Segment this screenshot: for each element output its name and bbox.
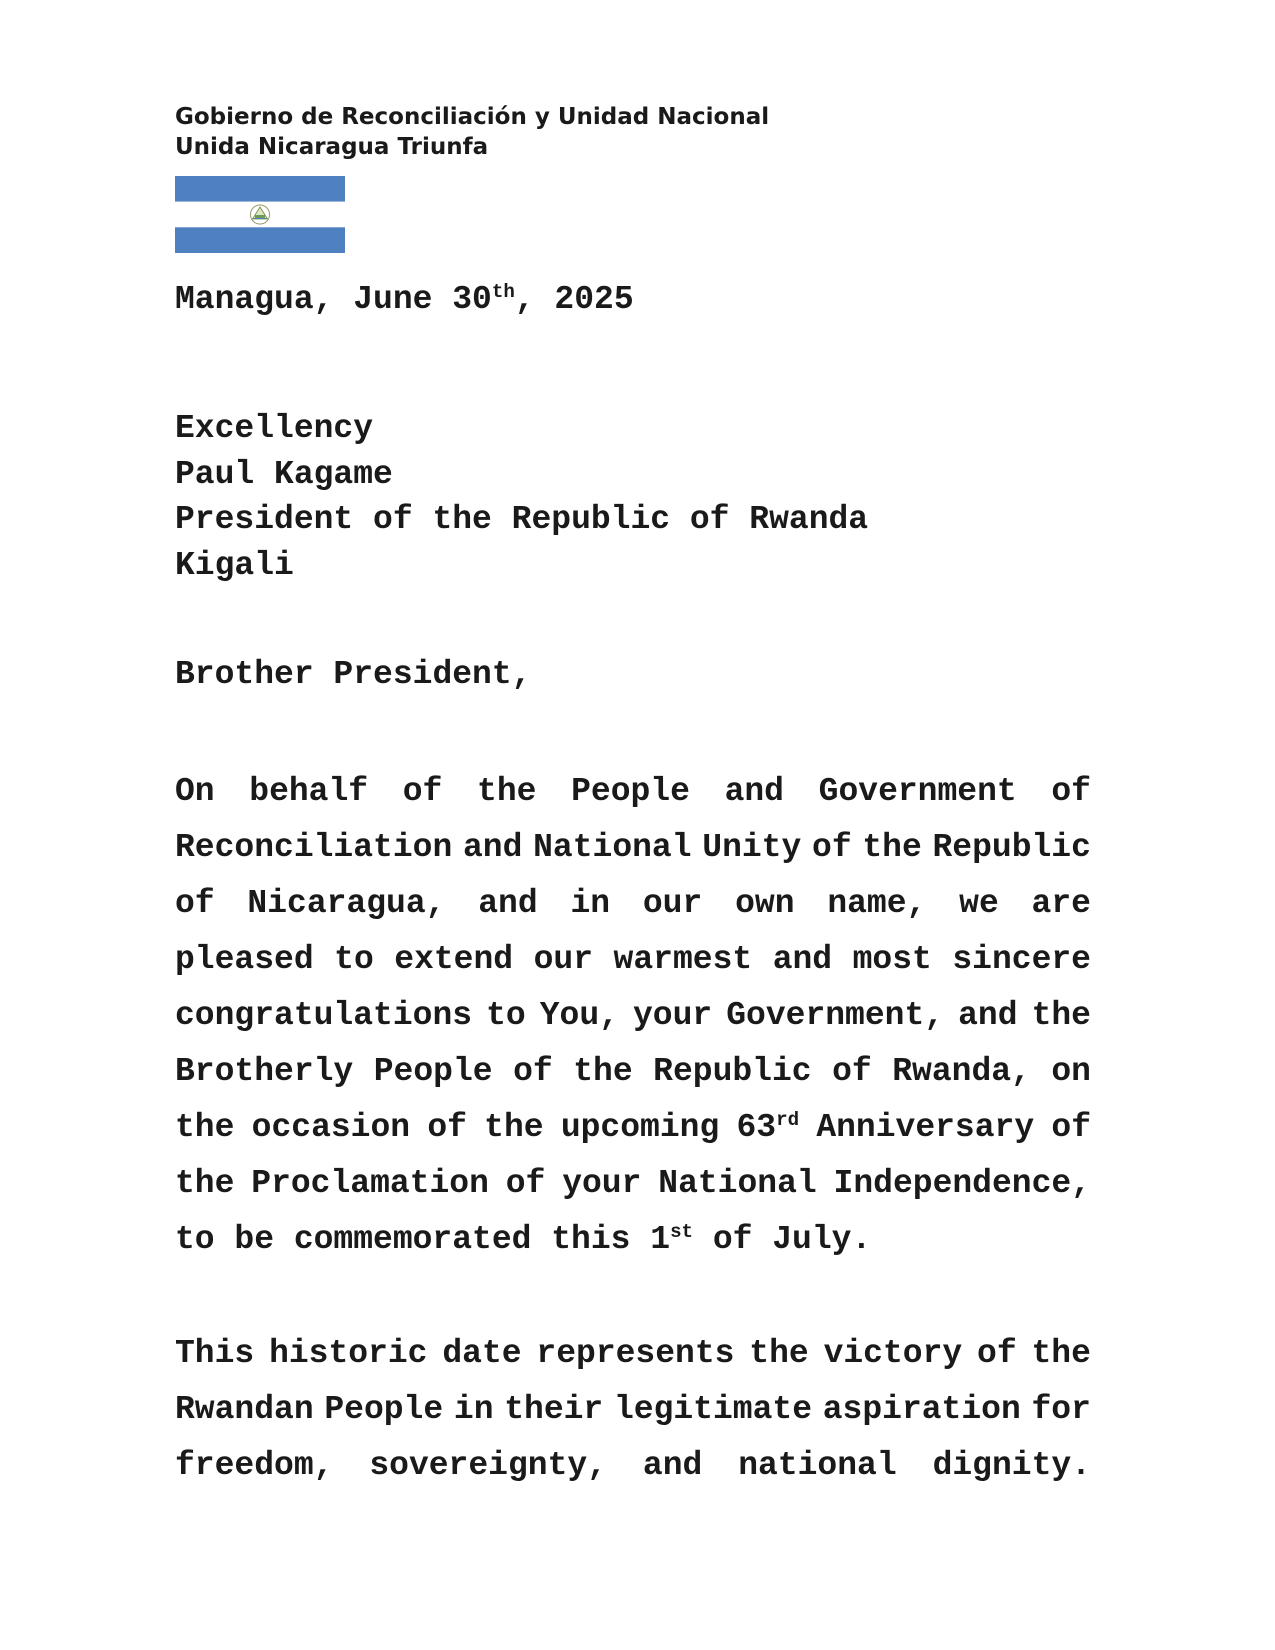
- word: of: [832, 1053, 872, 1090]
- paragraph-line: [175, 932, 1091, 988]
- ordinal-suffix: rd: [776, 1109, 800, 1132]
- word: are: [1031, 885, 1091, 922]
- paragraph-line: [175, 1044, 1091, 1100]
- word: Proclamation: [251, 1165, 489, 1202]
- word: freedom,: [175, 1447, 334, 1484]
- ordinal-number: 1st: [650, 1221, 694, 1258]
- word: own: [735, 885, 795, 922]
- word: sincere: [952, 941, 1091, 978]
- word: the: [749, 1335, 809, 1372]
- word: to: [334, 941, 374, 978]
- word: the: [484, 1109, 544, 1146]
- word: and: [958, 997, 1018, 1034]
- paragraph-line: [175, 1438, 1091, 1494]
- word: to: [486, 997, 526, 1034]
- word: victory: [823, 1335, 963, 1372]
- word: this: [551, 1221, 631, 1258]
- word: National: [658, 1165, 817, 1202]
- word: warmest: [613, 941, 753, 978]
- word: behalf: [249, 773, 369, 810]
- paragraph-line: [175, 820, 1091, 876]
- addressee-city: Kigali: [175, 546, 294, 584]
- word: upcoming: [560, 1109, 720, 1146]
- word: the: [1031, 997, 1091, 1034]
- paragraph-line: [175, 1156, 1091, 1212]
- word: of: [402, 773, 443, 810]
- body-paragraph-congratulations: [175, 764, 1091, 1268]
- word: Rwanda,: [892, 1053, 1031, 1090]
- word: July.: [772, 1221, 872, 1258]
- paragraph-line: [175, 1212, 1091, 1268]
- word: On: [175, 773, 215, 810]
- word: our: [533, 941, 594, 978]
- date-day-suffix: th: [491, 281, 515, 304]
- word: we: [959, 885, 999, 922]
- nicaragua-flag-icon: [175, 176, 345, 253]
- word: commemorated: [293, 1221, 532, 1258]
- paragraph-line: [175, 1100, 1091, 1156]
- word: for: [1031, 1391, 1091, 1428]
- word: be: [234, 1221, 275, 1258]
- word: pleased: [175, 941, 314, 978]
- word: of: [427, 1109, 467, 1146]
- word: in: [570, 885, 611, 922]
- word: on: [1051, 1053, 1091, 1090]
- paragraph-line: [175, 1382, 1091, 1438]
- word: Government: [818, 773, 1017, 810]
- word: congratulations: [175, 997, 473, 1034]
- body-paragraph-historic-date: [175, 1326, 1091, 1494]
- ordinal-number: 63rd: [736, 1109, 800, 1146]
- letterhead-government-name: Gobierno de Reconciliación y Unidad Nacional: [175, 104, 770, 130]
- word: Unity: [702, 829, 802, 866]
- word: Anniversary: [816, 1109, 1035, 1146]
- date-place-day: Managua, June 30: [175, 281, 492, 318]
- word: and: [478, 885, 538, 922]
- word: the: [862, 829, 922, 866]
- date-year: , 2025: [514, 281, 634, 318]
- addressee-block: [175, 406, 868, 588]
- word: This: [175, 1335, 255, 1372]
- salutation: Brother President,: [175, 656, 532, 693]
- word: Nicaragua,: [247, 885, 446, 922]
- word: occasion: [251, 1109, 411, 1146]
- word: your: [632, 997, 713, 1034]
- word: our: [642, 885, 703, 922]
- word: and: [462, 829, 523, 866]
- letterhead-slogan: Unida Nicaragua Triunfa: [175, 134, 489, 160]
- letterhead: [175, 102, 769, 162]
- word: sovereignty,: [369, 1447, 607, 1484]
- word: People: [373, 1053, 493, 1090]
- word: extend: [394, 941, 514, 978]
- paragraph-line: [175, 764, 1091, 820]
- word: historic: [269, 1335, 428, 1372]
- word: and: [642, 1447, 703, 1484]
- word: of: [1051, 773, 1091, 810]
- word: People: [324, 1391, 444, 1428]
- word: Brotherly: [175, 1053, 354, 1090]
- letter-date: [175, 280, 634, 320]
- word: Republic: [653, 1053, 812, 1090]
- addressee-name: Paul Kagame: [175, 455, 393, 493]
- word: Rwandan: [175, 1391, 314, 1428]
- word: the: [477, 773, 537, 810]
- word: to: [175, 1221, 215, 1258]
- word: represents: [536, 1335, 735, 1372]
- word: of: [513, 1053, 553, 1090]
- word: and: [724, 773, 784, 810]
- word: of: [812, 829, 852, 866]
- word: the: [175, 1109, 235, 1146]
- addressee-position: President of the Republic of Rwanda: [175, 501, 869, 538]
- word: your: [562, 1165, 642, 1202]
- word: name,: [827, 885, 927, 922]
- ordinal-suffix: st: [670, 1221, 694, 1244]
- paragraph-line: [175, 876, 1091, 932]
- word: legitimate: [613, 1391, 813, 1428]
- word: You,: [539, 997, 619, 1034]
- word: of: [505, 1165, 546, 1202]
- word: date: [442, 1335, 522, 1372]
- word: dignity.: [932, 1447, 1091, 1484]
- word: aspiration: [822, 1391, 1021, 1428]
- word: People: [571, 773, 690, 810]
- word: the: [1031, 1335, 1091, 1372]
- word: most: [852, 941, 932, 978]
- word: national: [738, 1447, 897, 1484]
- word: of: [977, 1335, 1017, 1372]
- word: the: [573, 1053, 633, 1090]
- word: Republic: [932, 829, 1091, 866]
- word: of: [1051, 1109, 1091, 1146]
- word: in: [453, 1391, 494, 1428]
- word: National: [533, 829, 692, 866]
- word: the: [175, 1165, 235, 1202]
- word: their: [504, 1391, 604, 1428]
- word: Independence,: [833, 1165, 1091, 1202]
- word: Government,: [726, 997, 945, 1034]
- word: of: [712, 1221, 753, 1258]
- paragraph-line: [175, 1326, 1091, 1382]
- paragraph-line: [175, 988, 1091, 1044]
- word: Reconciliation: [175, 829, 453, 866]
- word: and: [772, 941, 833, 978]
- word: of: [175, 885, 215, 922]
- addressee-title: Excellency: [175, 410, 374, 447]
